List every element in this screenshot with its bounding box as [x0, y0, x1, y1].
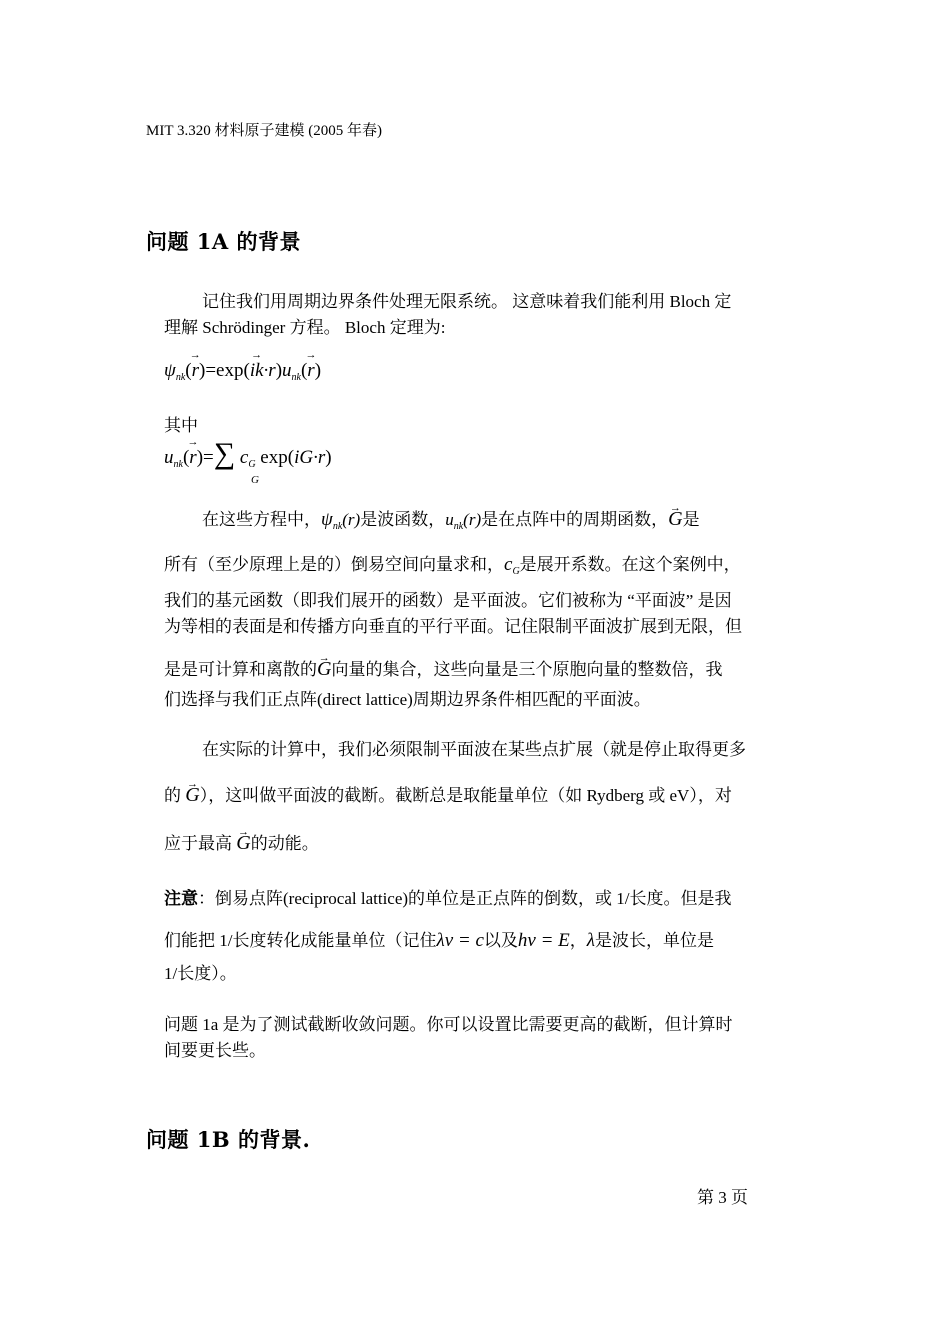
heading-problem-1a: 问题 1A 的背景	[146, 229, 302, 254]
para2-line-4: 为等相的表面是和传播方向垂直的平行平面。记住限制平面波扩展到无限，但	[164, 617, 742, 636]
para2-line-3: 我们的基元函数（即我们展开的函数）是平面波。它们被称为 “平面波” 是因	[164, 591, 732, 610]
periodic-function-equation: $u_{nk}(\to r)=\sum$ $c_G$ exp(iG·r)	[164, 444, 332, 470]
intro-line-1: 记住我们用周期边界条件处理无限系统。 这意味着我们能利用 Bloch 定	[202, 292, 732, 311]
psi-symbol: ψ	[164, 360, 176, 381]
para2-line-2: 所有（至少原理上是的）倒易空间向量求和，$c_G$是展开系数。在这个案例中，	[164, 554, 741, 577]
para2-line-5: 是是可计算和离散的→ G向量的集合，这些向量是三个原胞向量的整数倍，我	[164, 657, 722, 682]
para4-line-1: 问题 1a 是为了测试截断收敛问题。你可以设置比需要更高的截断，但计算时	[164, 1015, 733, 1034]
sum-symbol: ∑	[213, 437, 236, 470]
heading-problem-1b: 问题 1B 的背景.	[146, 1127, 311, 1152]
note-label: 注意	[164, 889, 198, 908]
para3-line-2: 的 → G），这叫做平面波的截断。截断总是取能量单位（如 Rydberg 或 eV），对	[164, 783, 732, 808]
para2-line-1: 在这些方程中，$\psi_{nk}(r)$是波函数，$u_{nk}(r)$是在点阵中的周期函数，→ G是	[202, 507, 700, 539]
para2-line-6: 们选择与我们正点阵(direct lattice)周期边界条件相匹配的平面波。	[164, 690, 651, 709]
sum-index: G	[251, 474, 259, 486]
para4-line-2: 间要更长些。	[164, 1041, 266, 1060]
para3-line-1: 在实际的计算中，我们必须限制平面波在某些点扩展（就是停止取得更多	[202, 740, 746, 759]
page-number: 第 3 页	[697, 1188, 748, 1207]
note-line-1: 注意：倒易点阵(reciprocal lattice)的单位是正点阵的倒数，或 1/长度。但是我	[164, 889, 732, 908]
intro-line-2: 理解 Schrödinger 方程。 Bloch 定理为:	[164, 318, 446, 337]
bloch-equation: $\psi_{nk}(\to r)=\exp(\to ik\cdot r)u_{nk}(\to r)$	[164, 360, 321, 383]
note-line-2: 们能把 1/长度转化成能量单位（记住λν = c以及hν = E，λ是波长，单位是	[164, 930, 715, 951]
page-header: MIT 3.320 材料原子建模 (2005 年春)	[146, 123, 382, 139]
para3-line-3: 应于最高 → G的动能。	[164, 831, 319, 856]
where-label: 其中	[164, 416, 198, 435]
note-line-3: 1/长度）。	[164, 964, 237, 983]
